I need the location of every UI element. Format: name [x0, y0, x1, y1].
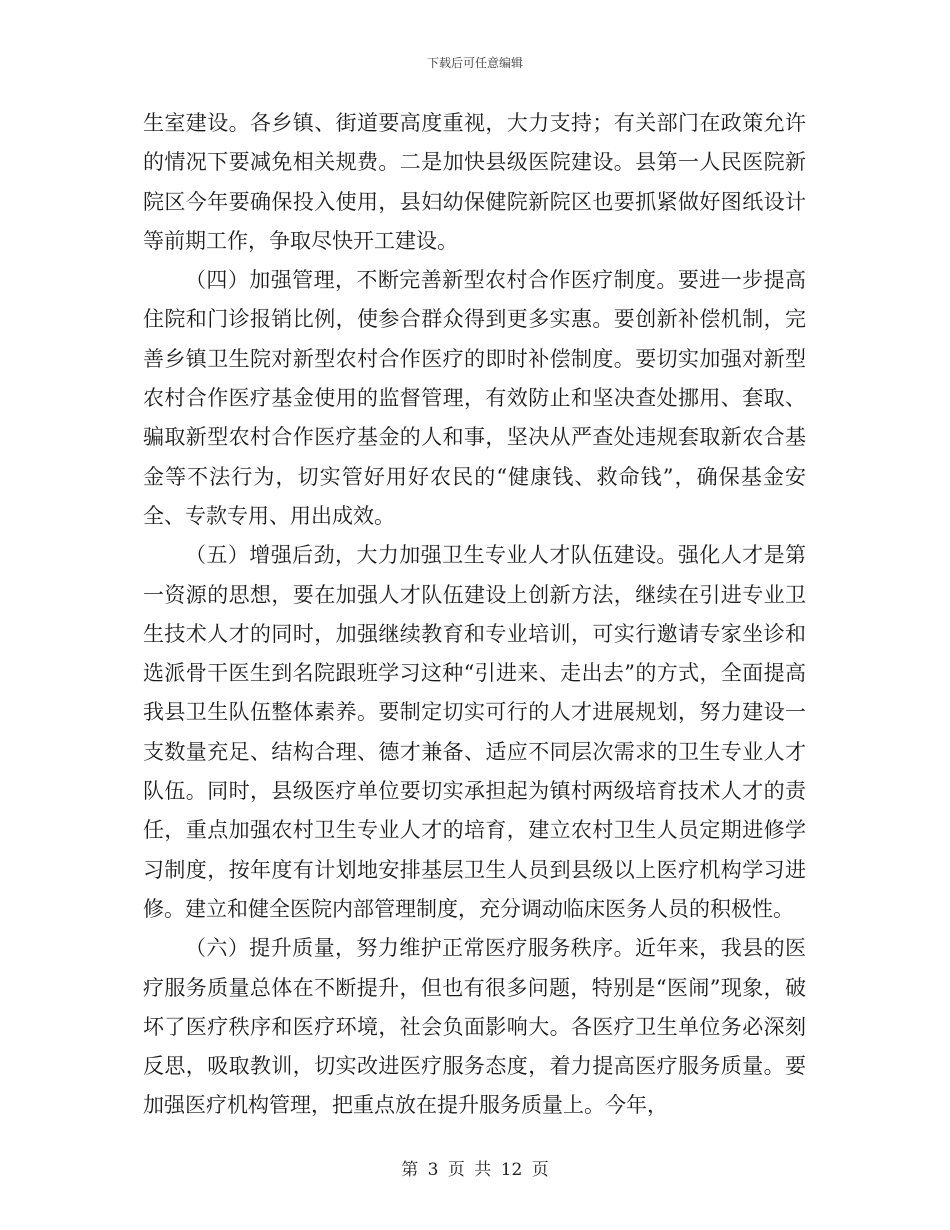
page-number-footer: 第 3 页 共 12 页: [401, 1160, 549, 1180]
paragraph-section-4: （四）加强管理，不断完善新型农村合作医疗制度。要进一步提高住院和门诊报销比例，使参合群众得到更多实惠。要创新补偿机制，完善乡镇卫生院对新型农村合作医疗的即时补偿制度。要切实加强对新型农村合作医疗基金使用的监督管理，有效防止和坚决查处挪用、套取、骗取新型农村合作医疗基金的人和事，坚决从严查处违规套取新农合基金等不法行为，切实管好用好农民的“健康钱、救命钱”，确保基金安全、专款专用、用出成效。: [143, 268, 806, 528]
paragraph-section-5: （五）增强后劲，大力加强卫生专业人才队伍建设。强化人才是第一资源的思想，要在加强人才队伍建设上创新方法，继续在引进专业卫生技术人才的同时，加强继续教育和专业培训，可实行邀请专家坐诊和选派骨干医生到名院跟班学习这种“引进来、走出去”的方式，全面提高我县卫生队伍整体素养。要制定切实可行的人才进展规划，努力建设一支数量充足、结构合理、德才兼备、适应不同层次需求的卫生专业人才队伍。同时，县级医疗单位要切实承担起为镇村两级培育技术人才的责任，重点加强农村卫生专业人才的培育，建立农村卫生人员定期进修学习制度，按年度有计划地安排基层卫生人员到县级以上医疗机构学习进修。建立和健全医院内部管理制度，充分调动临床医务人员的积极性。: [143, 543, 806, 921]
document-body: [143, 104, 806, 1126]
paragraph-continuation: 生室建设。各乡镇、街道要高度重视，大力支持；有关部门在政策允许的情况下要减免相关规费。二是加快县级医院建设。县第一人民医院新院区今年要确保投入使用，县妇幼保健院新院区也要抓紧做好图纸设计等前期工作，争取尽快开工建设。: [143, 111, 806, 253]
page-header-note: 下载后可任意编辑: [426, 56, 523, 70]
paragraph-section-6: （六）提升质量，努力维护正常医疗服务秩序。近年来，我县的医疗服务质量总体在不断提升，但也有很多问题，特别是“医闹”现象，破坏了医疗秩序和医疗环境，社会负面影响大。各医疗卫生单位务必深刻反思，吸取教训，切实改进医疗服务态度，着力提高医疗服务质量。要加强医疗机构管理，把重点放在提升服务质量上。今年，: [143, 936, 806, 1118]
